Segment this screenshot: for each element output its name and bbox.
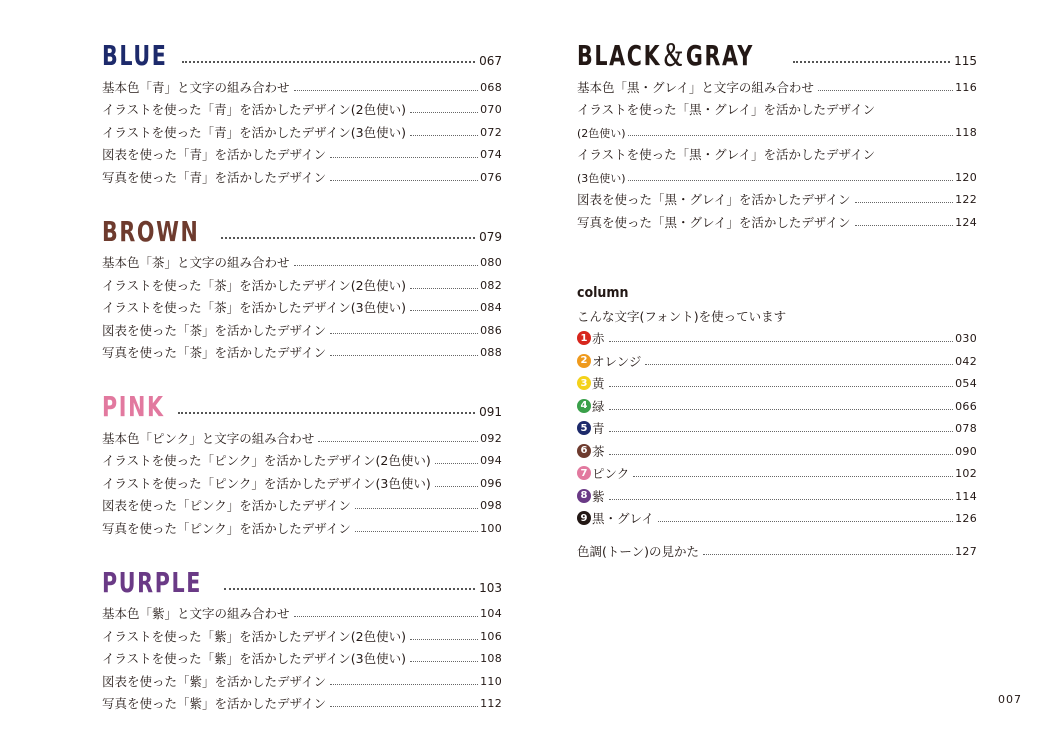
section-title: BLUE [102, 39, 168, 72]
leader-dots [410, 310, 478, 311]
leader-dots [294, 90, 479, 91]
page-ref: 103 [479, 580, 502, 595]
toc-entry[interactable] [102, 667, 502, 690]
leader-dots [294, 265, 479, 266]
leader-dots [703, 554, 953, 555]
page-ref: 098 [480, 499, 502, 512]
entry-label: 黒・グレイ [592, 511, 654, 526]
blue-section [102, 30, 502, 186]
leader-dots [330, 180, 478, 181]
page-number: 007 [998, 693, 1022, 706]
left-column [102, 30, 502, 732]
entry-label: オレンジ [592, 353, 642, 369]
entry-label: 図表を使った「青」を活かしたデザイン [102, 147, 327, 162]
leader-dots [435, 463, 478, 464]
leader-dots [410, 639, 478, 640]
entry-label: ピンク [592, 466, 630, 481]
leader-dots [818, 90, 953, 91]
page-ref: 118 [955, 125, 977, 139]
leader-dots [628, 180, 954, 181]
page-ref: 100 [480, 521, 502, 535]
leader-dots [435, 486, 478, 487]
entry-label: イラストを使った「黒・グレイ」を活かしたデザイン [577, 147, 876, 162]
toc-entry[interactable] [102, 339, 502, 362]
leader-dots [658, 521, 953, 522]
toc-entry[interactable] [102, 514, 502, 537]
number-badge-icon: 4 [577, 399, 591, 413]
leader-dots [294, 616, 479, 617]
entry-label: イラストを使った「青」を活かしたデザイン(2色使い) [102, 102, 406, 117]
entry-label: 基本色「青」と文字の組み合わせ [102, 79, 290, 95]
blue-heading[interactable] [102, 30, 502, 70]
toc-entry[interactable] [102, 469, 502, 492]
leader-dots [609, 386, 954, 387]
entry-label: 写真を使った「紫」を活かしたデザイン [102, 696, 327, 711]
entry-label: 基本色「紫」と文字の組み合わせ [102, 606, 290, 621]
toc-entry[interactable] [577, 186, 977, 209]
page-ref: 126 [955, 512, 977, 525]
section-title: PINK [102, 390, 165, 423]
number-badge-icon: 2 [577, 354, 591, 368]
entry-label: 基本色「黒・グレイ」と文字の組み合わせ [577, 79, 814, 95]
leader-dots [221, 237, 475, 239]
page-ref: 094 [480, 454, 502, 467]
number-badge-icon: 1 [577, 331, 591, 345]
leader-dots [410, 112, 478, 113]
page-ref: 120 [955, 170, 977, 184]
leader-dots [633, 476, 953, 477]
page-ref: 084 [480, 301, 502, 314]
entry-label: 赤 [592, 331, 605, 346]
page-ref: 054 [955, 377, 977, 390]
column-heading: column [577, 284, 629, 301]
leader-dots [609, 454, 954, 455]
leader-dots [855, 225, 954, 226]
leader-dots [410, 661, 478, 662]
entry-label: 写真を使った「青」を活かしたデザイン [102, 169, 327, 185]
font-entry[interactable] [577, 392, 977, 415]
leader-dots [330, 706, 478, 707]
page-ref: 124 [955, 215, 977, 229]
toc-entry[interactable] [577, 96, 977, 141]
toc-entry[interactable] [102, 249, 502, 272]
entry-label: 色調(トーン)の見かた [577, 543, 700, 559]
entry-label: 茶 [592, 443, 605, 459]
entry-label: 図表を使った「紫」を活かしたデザイン [102, 673, 327, 689]
entry-label: イラストを使った「紫」を活かしたデザイン(2色使い) [102, 628, 406, 644]
entry-label: イラストを使った「青」を活かしたデザイン(3色使い) [102, 124, 406, 140]
section-title: PURPLE [102, 565, 203, 599]
page-ref: 072 [480, 125, 502, 139]
entry-label: 基本色「ピンク」と文字の組み合わせ [102, 430, 315, 446]
pink-section [102, 381, 502, 537]
toc-entry[interactable] [102, 447, 502, 470]
leader-dots [318, 441, 478, 442]
font-entry[interactable] [577, 505, 977, 528]
page-ref: 070 [480, 103, 502, 116]
font-entry[interactable] [577, 460, 977, 483]
number-badge-icon: 9 [577, 511, 591, 525]
toc-entry[interactable] [577, 141, 977, 186]
entry-label: イラストを使った「茶」を活かしたデザイン(2色使い) [102, 277, 406, 293]
page-ref: 104 [480, 607, 502, 620]
toc-entry[interactable] [102, 271, 502, 294]
entry-label: イラストを使った「黒・グレイ」を活かしたデザイン [577, 102, 876, 117]
leader-dots [410, 135, 478, 136]
entry-label: イラストを使った「紫」を活かしたデザイン(3色使い) [102, 651, 406, 666]
toc-entry[interactable] [102, 294, 502, 317]
leader-dots [628, 135, 954, 136]
entry-label: 写真を使った「茶」を活かしたデザイン [102, 345, 327, 360]
brown-section [102, 206, 502, 362]
page-ref: 106 [480, 629, 502, 643]
toc-entry[interactable] [102, 118, 502, 141]
entry-label: 黄 [592, 376, 605, 391]
page-ref: 088 [480, 346, 502, 359]
leader-dots [609, 409, 954, 410]
entry-label: 紫 [592, 488, 605, 504]
page-ref: 110 [480, 674, 502, 688]
entry-label: 図表を使った「ピンク」を活かしたデザイン [102, 498, 351, 513]
page-ref: 068 [480, 80, 502, 94]
font-entry[interactable] [577, 370, 977, 393]
leader-dots [410, 288, 478, 289]
page-ref: 091 [479, 405, 502, 419]
font-entry[interactable] [577, 347, 977, 370]
page-ref: 096 [480, 476, 502, 490]
entry-label-cont: (2色使い) [577, 126, 626, 140]
entry-label: 写真を使った「ピンク」を活かしたデザイン [102, 520, 351, 536]
brown-heading[interactable] [102, 206, 502, 246]
page-ref: 112 [480, 697, 502, 710]
leader-dots [355, 508, 478, 509]
leader-dots [855, 202, 954, 203]
page-ref: 092 [480, 431, 502, 445]
toc-entry[interactable] [102, 645, 502, 668]
number-badge-icon: 5 [577, 421, 591, 435]
toc-entry[interactable] [102, 492, 502, 515]
leader-dots [330, 355, 478, 356]
number-badge-icon: 3 [577, 376, 591, 390]
leader-dots [330, 333, 478, 334]
right-column [577, 30, 977, 560]
number-badge-icon: 7 [577, 466, 591, 480]
toc-entry[interactable] [577, 73, 977, 96]
page-ref: 108 [480, 652, 502, 665]
page-ref: 122 [955, 193, 977, 206]
page-ref: 115 [954, 54, 977, 68]
leader-dots [182, 61, 475, 63]
leader-dots [609, 499, 954, 500]
page-ref: 067 [479, 54, 502, 68]
leader-dots [330, 157, 478, 158]
number-badge-icon: 8 [577, 489, 591, 503]
page-ref: 116 [955, 80, 977, 94]
font-entry[interactable] [577, 437, 977, 460]
page-ref: 114 [955, 489, 977, 503]
entry-label: 写真を使った「黒・グレイ」を活かしたデザイン [577, 214, 851, 230]
entry-label: 基本色「茶」と文字の組み合わせ [102, 255, 290, 270]
toc-entry[interactable] [102, 141, 502, 164]
entry-label: イラストを使った「ピンク」を活かしたデザイン(2色使い) [102, 453, 431, 468]
number-badge-icon: 6 [577, 444, 591, 458]
toc-entry[interactable] [102, 600, 502, 623]
purple-section [102, 557, 502, 713]
page-ref: 102 [955, 467, 977, 480]
entry-label: イラストを使った「ピンク」を活かしたデザイン(3色使い) [102, 475, 431, 491]
black-gray-section [577, 30, 977, 231]
entry-label-cont: (3色使い) [577, 171, 626, 185]
purple-heading[interactable] [102, 557, 502, 597]
toc-entry[interactable] [102, 316, 502, 339]
entry-label: 青 [592, 421, 605, 436]
page-ref: 074 [480, 148, 502, 161]
entry-label: 図表を使った「黒・グレイ」を活かしたデザイン [577, 192, 851, 207]
toc-entry[interactable] [102, 424, 502, 447]
tone-entry[interactable] [577, 537, 977, 560]
page-ref: 042 [955, 354, 977, 368]
page-ref: 086 [480, 323, 502, 337]
pink-heading[interactable] [102, 381, 502, 421]
page-ref: 079 [479, 229, 502, 244]
column-subtitle: こんな文字(フォント)を使っています [577, 308, 787, 324]
toc-entry[interactable] [102, 622, 502, 645]
leader-dots [355, 531, 478, 532]
black-gray-heading[interactable] [577, 30, 977, 70]
leader-dots [178, 412, 475, 414]
page-ref: 030 [955, 332, 977, 345]
font-entry[interactable] [577, 415, 977, 438]
toc-entry[interactable] [102, 690, 502, 713]
entry-label: 図表を使った「茶」を活かしたデザイン [102, 322, 327, 338]
leader-dots [793, 61, 950, 63]
page-ref: 080 [480, 256, 502, 269]
entry-label: イラストを使った「茶」を活かしたデザイン(3色使い) [102, 300, 406, 315]
font-entry[interactable] [577, 482, 977, 505]
leader-dots [609, 431, 954, 432]
toc-entry[interactable] [102, 163, 502, 186]
leader-dots [609, 341, 954, 342]
toc-entry[interactable] [102, 96, 502, 119]
leader-dots [224, 588, 475, 590]
entry-label: 緑 [592, 398, 605, 414]
toc-entry[interactable] [102, 73, 502, 96]
page-ref: 127 [955, 544, 977, 558]
section-title: BLACK＆GRAY [577, 39, 755, 72]
leader-dots [330, 684, 478, 685]
page-ref: 078 [955, 422, 977, 435]
page-ref: 076 [480, 170, 502, 184]
toc-entry[interactable] [577, 208, 977, 231]
page-ref: 066 [955, 399, 977, 413]
page-ref: 090 [955, 444, 977, 458]
leader-dots [645, 364, 953, 365]
font-entry[interactable] [577, 325, 977, 348]
page-ref: 082 [480, 278, 502, 292]
section-title: BROWN [102, 214, 200, 248]
